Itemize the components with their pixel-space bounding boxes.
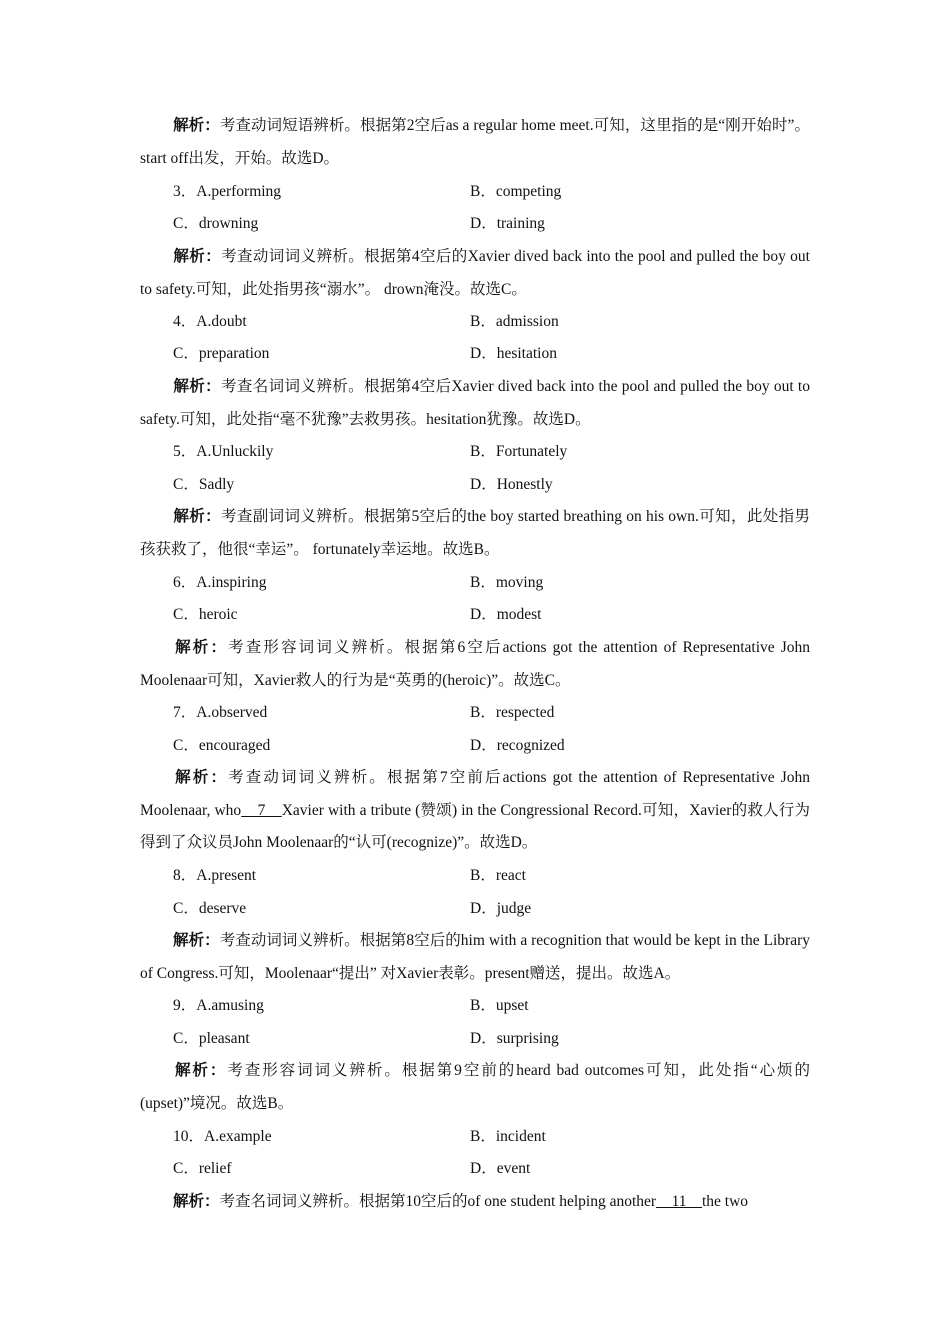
question-6-row-2 <box>173 599 813 631</box>
question-5-row-2 <box>173 469 813 501</box>
explanation-text: 考查名词词义辨析。根据第10空后的of one student helping another <box>219 1193 657 1210</box>
explanation-text: 考查动词短语辨析。根据第2空后as a regular home meet.可知，这里指的是“刚开始时”。 start off出发，开始。故选D。 <box>140 117 810 167</box>
explanation-text: 考查动词词义辨析。根据第7空前后actions got the attention of Representative John Moolenaar, who <box>140 769 810 819</box>
option-c: C．heroic <box>173 606 238 623</box>
option-c: C．pleasant <box>173 1030 250 1047</box>
option-d: D．hesitation <box>470 345 557 362</box>
option-c: C．preparation <box>173 345 270 362</box>
question-number: 8． <box>173 867 197 884</box>
option-b: B．Fortunately <box>470 443 568 460</box>
option-a: A.performing <box>196 183 282 200</box>
explanation-label: 解析： <box>173 1062 228 1079</box>
option-a: A.observed <box>196 704 268 721</box>
explanation-q9 <box>140 1055 810 1120</box>
question-6-row-1 <box>173 567 813 599</box>
explanation-text: 考查副词词义辨析。根据第5空后的the boy started breathing on his own.可知，此处指男孩获救了，他很“幸运”。 fortunately幸运地。故选B。 <box>140 508 810 558</box>
question-number: 4． <box>173 313 197 330</box>
explanation-text: Xavier with a tribute (赞颂) in the Congressional Record.可知，Xavier的救人行为得到了众议员John Moolenaar的“认可(recognize)”。故选D。 <box>140 801 811 852</box>
explanation-label: 解析： <box>173 248 222 265</box>
option-d: D．modest <box>470 606 542 623</box>
option-a: A.amusing <box>196 997 264 1014</box>
question-8-row-2 <box>173 893 813 925</box>
option-b: B．incident <box>470 1128 546 1145</box>
question-3-row-1 <box>173 176 813 208</box>
explanation-q5 <box>140 501 810 566</box>
explanation-label: 解析： <box>173 1193 220 1210</box>
question-10-row-1 <box>173 1121 813 1153</box>
explanation-q8 <box>140 925 810 990</box>
explanation-text: the two <box>702 1193 749 1210</box>
question-5-row-1 <box>173 436 813 468</box>
explanation-label: 解析： <box>173 508 221 525</box>
question-9-row-2 <box>173 1023 813 1055</box>
explanation-q2 <box>140 110 810 175</box>
option-b: B．respected <box>470 704 555 721</box>
option-b: B．moving <box>470 574 544 591</box>
option-d: D．Honestly <box>470 476 553 493</box>
option-c: C．relief <box>173 1160 232 1177</box>
option-c: C．deserve <box>173 900 247 917</box>
question-8-row-1 <box>173 860 813 892</box>
blank-7: 7 <box>257 801 266 819</box>
explanation-q4 <box>140 371 810 436</box>
explanation-q10 <box>140 1186 810 1219</box>
option-c: C．drowning <box>173 215 259 232</box>
blank-11: 11 <box>671 1193 687 1210</box>
question-number: 9． <box>173 997 197 1014</box>
option-d: D．recognized <box>470 737 565 754</box>
question-number: 10． <box>173 1128 205 1145</box>
question-9-row-1 <box>173 990 813 1022</box>
question-number: 7． <box>173 704 197 721</box>
question-number: 5． <box>173 443 197 460</box>
explanation-label: 解析： <box>173 378 222 395</box>
option-d: D．training <box>470 215 545 232</box>
option-d: D．event <box>470 1160 531 1177</box>
option-b: B．competing <box>470 183 562 200</box>
option-c: C．encouraged <box>173 737 271 754</box>
question-10-row-2 <box>173 1153 813 1185</box>
question-7-row-1 <box>173 697 813 729</box>
option-a: A.inspiring <box>196 574 267 591</box>
question-4-row-2 <box>173 338 813 370</box>
explanation-text: 考查动词词义辨析。根据第4空后的Xavier dived back into the pool and pulled the boy out to safety.可知，此处指男孩“溺水”。 drown淹没。故选C。 <box>140 248 810 298</box>
explanation-label: 解析： <box>173 117 220 134</box>
explanation-q3 <box>140 241 810 306</box>
option-b: B．upset <box>470 997 529 1014</box>
explanation-label: 解析： <box>173 932 220 949</box>
question-4-row-1 <box>173 306 813 338</box>
explanation-q7 <box>140 762 810 860</box>
option-b: B．admission <box>470 313 559 330</box>
explanation-label: 解析： <box>173 769 229 786</box>
explanation-label: 解析： <box>173 639 229 656</box>
option-b: B．react <box>470 867 526 884</box>
option-d: D．judge <box>470 900 532 917</box>
option-a: A.present <box>196 867 257 884</box>
explanation-q6 <box>140 632 810 697</box>
explanation-text: 考查名词词义辨析。根据第4空后Xavier dived back into the pool and pulled the boy out to safety.可知，此处指“毫不犹豫”去救男孩。hesitation犹豫。故选D。 <box>140 378 810 428</box>
question-7-row-2 <box>173 730 813 762</box>
option-c: C．Sadly <box>173 476 235 493</box>
option-a: A.doubt <box>196 313 247 330</box>
explanation-text: 考查形容词词义辨析。根据第6空后actions got the attention of Representative John Moolenaar可知，Xavier救人的行为是“英勇的(heroic)”。故选C。 <box>140 639 810 689</box>
option-a: A.Unluckily <box>196 443 274 460</box>
explanation-text: 考查形容词词义辨析。根据第9空前的heard bad outcomes可知，此处指“心烦的(upset)”境况。故选B。 <box>140 1062 810 1112</box>
question-number: 3． <box>173 183 197 200</box>
question-number: 6． <box>173 574 197 591</box>
question-3-row-2 <box>173 208 813 240</box>
option-d: D．surprising <box>470 1030 559 1047</box>
explanation-text: 考查动词词义辨析。根据第8空后的him with a recognition that would be kept in the Library of Congress.可知，Moolenaar“提出” 对Xavier表彰。present赠送，提出。故选A。 <box>140 932 810 982</box>
option-a: A.example <box>204 1128 272 1145</box>
